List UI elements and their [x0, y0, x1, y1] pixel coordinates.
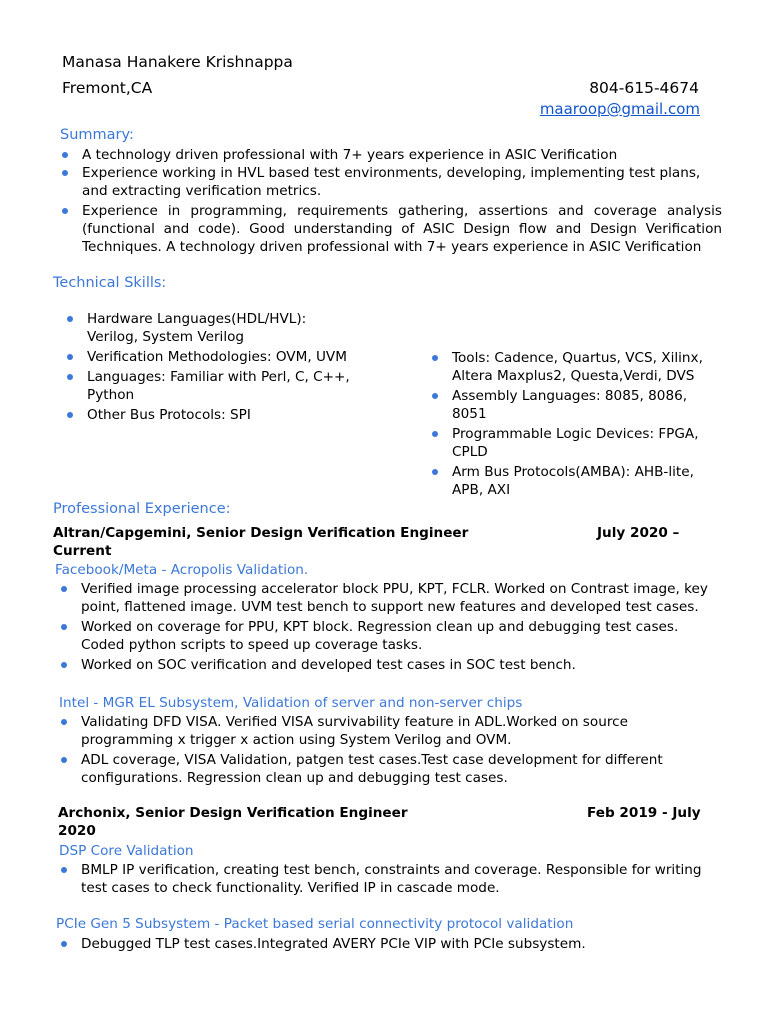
- skill-item: Languages: Familiar with Perl, C, C++, Python: [63, 368, 353, 404]
- skill-item: Hardware Languages(HDL/HVL): Verilog, System Verilog: [63, 310, 353, 346]
- skill-item: Other Bus Protocols: SPI: [63, 406, 353, 424]
- project-list: [57, 861, 722, 899]
- job-dates-start: Feb 2019 - July: [587, 805, 701, 821]
- project-item: Worked on SOC verification and developed test cases in SOC test bench.: [57, 656, 722, 674]
- project-list: [57, 713, 722, 789]
- project-title: DSP Core Validation: [59, 843, 194, 859]
- skill-item: Tools: Cadence, Quartus, VCS, Xilinx, Altera Maxplus2, Questa,Verdi, DVS: [428, 349, 718, 385]
- job-dates-end: 2020: [58, 823, 96, 839]
- project-item: Verified image processing accelerator block PPU, KPT, FCLR. Worked on Contrast image, key point, flattened image. UVM test bench to support new features and developed test cases.: [57, 580, 722, 616]
- project-title: Facebook/Meta - Acropolis Validation.: [55, 562, 309, 578]
- project-item: Worked on coverage for PPU, KPT block. Regression clean up and debugging test cases. Coded python scripts to speed up coverage tasks.: [57, 618, 722, 654]
- candidate-name: Manasa Hanakere Krishnappa: [62, 53, 293, 71]
- summary-item: Experience in programming, requirements gathering, assertions and coverage analysis (functional and code). Good understanding of ASIC Design flow and Design Verification Techniques. A technology driven professional with 7+ years experience in ASIC Verification: [58, 202, 722, 256]
- job-dates-end: Current: [53, 543, 112, 559]
- job-company-title: Archonix, Senior Design Verification Engineer: [58, 805, 408, 821]
- summary-item: Experience working in HVL based test environments, developing, implementing test plans, and extracting verification metrics.: [58, 164, 722, 200]
- project-title: PCIe Gen 5 Subsystem - Packet based serial connectivity protocol validation: [56, 916, 574, 932]
- job-dates-start: July 2020 –: [597, 525, 680, 541]
- project-item: Debugged TLP test cases.Integrated AVERY PCIe VIP with PCIe subsystem.: [57, 935, 722, 953]
- project-item: ADL coverage, VISA Validation, patgen test cases.Test case development for different configurations. Regression clean up and debugging test cases.: [57, 751, 722, 787]
- candidate-email-link[interactable]: maaroop@gmail.com: [539, 100, 700, 118]
- skills-heading: Technical Skills:: [53, 275, 167, 291]
- skill-item: Verification Methodologies: OVM, UVM: [63, 348, 353, 366]
- project-item: BMLP IP verification, creating test bench, constraints and coverage. Responsible for writing test cases to check functionality. Verified IP in cascade mode.: [57, 861, 722, 897]
- skill-item: Programmable Logic Devices: FPGA, CPLD: [428, 425, 718, 461]
- skills-left-list: [63, 310, 353, 426]
- candidate-phone: 804-615-4674: [589, 79, 699, 97]
- skills-right-list: [428, 349, 718, 501]
- summary-heading: Summary:: [60, 127, 134, 143]
- skill-item: Assembly Languages: 8085, 8086, 8051: [428, 387, 718, 423]
- project-title: Intel - MGR EL Subsystem, Validation of server and non-server chips: [59, 695, 523, 711]
- summary-item: A technology driven professional with 7+ years experience in ASIC Verification: [58, 146, 722, 164]
- job-company-title: Altran/Capgemini, Senior Design Verification Engineer: [53, 525, 469, 541]
- experience-heading: Professional Experience:: [53, 501, 231, 517]
- project-list: [57, 580, 722, 676]
- skill-item: Arm Bus Protocols(AMBA): AHB-lite, APB, AXI: [428, 463, 718, 499]
- candidate-location: Fremont,CA: [62, 79, 153, 97]
- project-list: [57, 935, 722, 955]
- summary-list: [58, 146, 722, 256]
- project-item: Validating DFD VISA. Verified VISA survivability feature in ADL.Worked on source programming x trigger x action using System Verilog and OVM.: [57, 713, 722, 749]
